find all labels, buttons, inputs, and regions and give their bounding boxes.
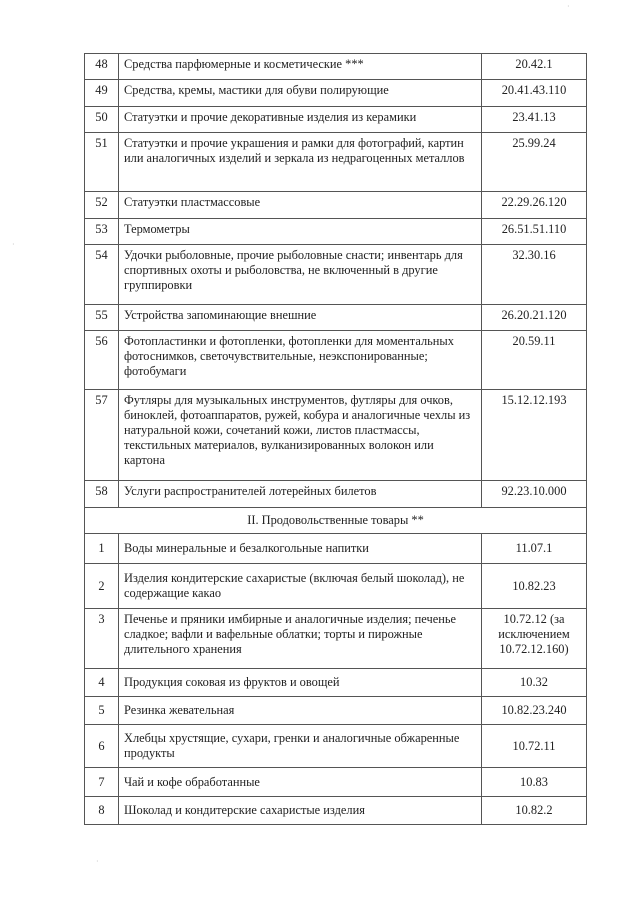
item-name: Средства парфюмерные и косметические *** [119,54,482,80]
okpd-code: 92.23.10.000 [482,481,587,508]
row-number: 57 [85,390,119,481]
table-row [85,245,587,305]
item-name: Статуэтки и прочие украшения и рамки для фотографий, картин или аналогичных изделий и зеркала из недрагоценных металлов [119,133,482,192]
okpd-code: 10.83 [482,768,587,797]
table-row [85,564,587,609]
row-number: 5 [85,697,119,725]
scan-speck: · [96,857,99,866]
row-number: 3 [85,609,119,669]
item-name: Чай и кофе обработанные [119,768,482,797]
okpd-code: 22.29.26.120 [482,192,587,219]
okpd-code: 15.12.12.193 [482,390,587,481]
table-row [85,797,587,825]
table-row [85,305,587,331]
table-row [85,331,587,390]
table-row [85,133,587,192]
goods-table [84,53,587,825]
okpd-code: 20.42.1 [482,54,587,80]
table-row [85,697,587,725]
okpd-code: 26.20.21.120 [482,305,587,331]
okpd-code: 23.41.13 [482,107,587,133]
item-name: Устройства запоминающие внешние [119,305,482,331]
table-row [85,768,587,797]
row-number: 49 [85,80,119,107]
okpd-code: 25.99.24 [482,133,587,192]
item-name: Продукция соковая из фруктов и овощей [119,669,482,697]
item-name: Статуэтки и прочие декоративные изделия из керамики [119,107,482,133]
row-number: 54 [85,245,119,305]
row-number: 56 [85,331,119,390]
item-name: Печенье и пряники имбирные и аналогичные изделия; печенье сладкое; вафли и вафельные облатки; торты и пирожные длительного хранения [119,609,482,669]
row-number: 4 [85,669,119,697]
row-number: 7 [85,768,119,797]
row-number: 52 [85,192,119,219]
row-number: 6 [85,725,119,768]
okpd-code: 10.82.23 [482,564,587,609]
row-number: 51 [85,133,119,192]
item-name: Удочки рыболовные, прочие рыболовные снасти; инвентарь для спортивных охоты и рыболовства, не включенный в другие группировки [119,245,482,305]
item-name: Хлебцы хрустящие, сухари, гренки и аналогичные обжаренные продукты [119,725,482,768]
item-name: Средства, кремы, мастики для обуви полирующие [119,80,482,107]
okpd-code: 32.30.16 [482,245,587,305]
okpd-code: 10.32 [482,669,587,697]
table-row [85,534,587,564]
table-row [85,481,587,508]
okpd-code: 10.72.12 (за исключением 10.72.12.160) [482,609,587,669]
item-name: Термометры [119,219,482,245]
section-header-row [85,508,587,534]
row-number: 53 [85,219,119,245]
okpd-code: 10.72.11 [482,725,587,768]
row-number: 58 [85,481,119,508]
row-number: 50 [85,107,119,133]
okpd-code: 10.82.23.240 [482,697,587,725]
row-number: 48 [85,54,119,80]
table-row [85,107,587,133]
scan-speck: · [567,2,570,11]
okpd-code: 11.07.1 [482,534,587,564]
item-name: Резинка жевательная [119,697,482,725]
item-name: Воды минеральные и безалкогольные напитки [119,534,482,564]
table-row [85,192,587,219]
okpd-code: 10.82.2 [482,797,587,825]
table-row [85,725,587,768]
item-name: Статуэтки пластмассовые [119,192,482,219]
item-name: Услуги распространителей лотерейных билетов [119,481,482,508]
okpd-code: 20.41.43.110 [482,80,587,107]
scan-speck: · [12,240,15,249]
table-row [85,54,587,80]
table-row [85,609,587,669]
table-row [85,669,587,697]
item-name: Фотопластинки и фотопленки, фотопленки для моментальных фотоснимков, светочувствительные, неэкспонированные; фотобумаги [119,331,482,390]
item-name: Изделия кондитерские сахаристые (включая белый шоколад), не содержащие какао [119,564,482,609]
table-row [85,390,587,481]
row-number: 2 [85,564,119,609]
okpd-code: 20.59.11 [482,331,587,390]
row-number: 8 [85,797,119,825]
section-title: II. Продовольственные товары ** [85,508,587,534]
row-number: 55 [85,305,119,331]
table-row [85,80,587,107]
item-name: Футляры для музыкальных инструментов, футляры для очков, биноклей, фотоаппаратов, ружей, кобура и аналогичные чехлы из натуральной кожи, сочетаний кожи, листов пластмассы, текстильных материалов, вулканизированных волокон или картона [119,390,482,481]
row-number: 1 [85,534,119,564]
table-row [85,219,587,245]
okpd-code: 26.51.51.110 [482,219,587,245]
item-name: Шоколад и кондитерские сахаристые изделия [119,797,482,825]
